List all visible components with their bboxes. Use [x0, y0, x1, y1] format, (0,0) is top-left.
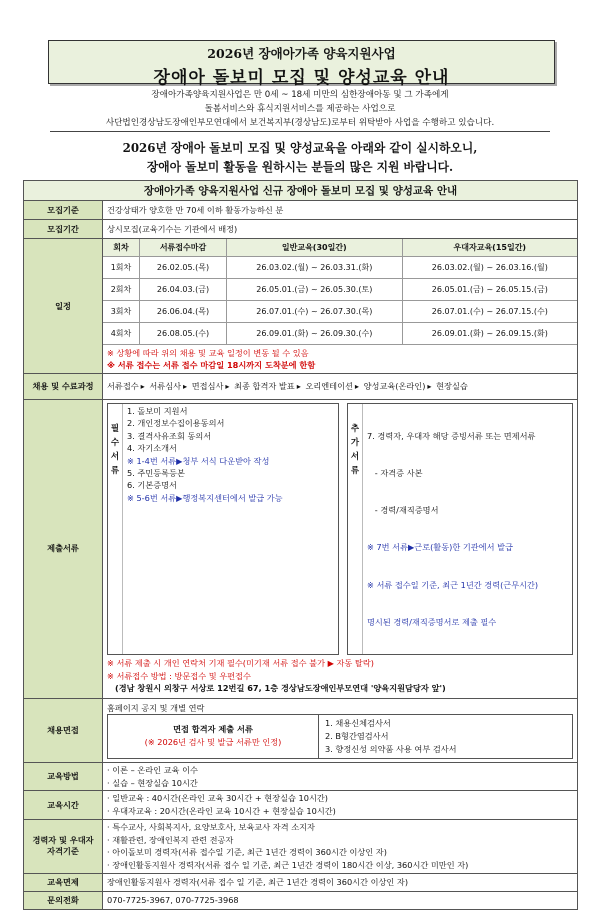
- process-step: 서류접수: [107, 381, 139, 391]
- side-char: 류: [350, 466, 360, 476]
- recruit-criteria-label: 모집기준: [24, 201, 103, 220]
- documents-boxes: [107, 403, 573, 655]
- interview-doc-item: 3. 향정신성 의약품 사용 여부 검사서: [325, 744, 457, 755]
- recruit-period-label: 모집기간: [24, 220, 103, 239]
- intro-text: [20, 88, 580, 130]
- schedule-cell-preferred: 26.03.02.(월) ~ 26.03.16.(월): [402, 257, 577, 279]
- recruit-criteria-value: 건강상태가 양호한 만 70세 이하 활동가능하신 분: [103, 201, 578, 220]
- extra-docs-box: [347, 403, 573, 655]
- documents-label: 제출서류: [24, 400, 103, 699]
- appeal-text: [20, 139, 580, 177]
- doc-note: ※ 5-6번 서류▶행정복지센터에서 발급 가능: [127, 492, 283, 503]
- schedule-cell-round: 2회차: [103, 279, 140, 301]
- submit-address: (경남 창원시 의창구 서상로 12번길 67, 1층 경상남도장애인부모연대 '양육지원담당자 앞'): [115, 683, 446, 694]
- required-docs-list: [123, 404, 338, 654]
- schedule-table: [103, 239, 577, 345]
- schedule-header: 일반교육(30일간): [227, 239, 403, 257]
- schedule-row: [103, 323, 577, 345]
- doc-item: - 경력/재직증명서: [367, 505, 439, 516]
- edu-time-line: · 일반교육 : 40시간(온라인 교육 30시간 + 현장실습 10시간): [107, 793, 328, 804]
- edu-method-line: · 실습 – 현장실습 10시간: [107, 777, 198, 788]
- recruit-period-value: 상시모집(교육기수는 기관에서 배정): [103, 220, 578, 239]
- schedule-cell-deadline: 26.04.03.(금): [140, 279, 227, 301]
- career-line: · 장애인활동지원사 경력자(서류 접수 일 기준, 최근 1년간 경력이 180시간 이상, 360시간 미만인 자): [107, 859, 469, 870]
- extra-docs-list: [363, 404, 572, 654]
- contact-label: 문의전화: [24, 891, 103, 909]
- side-char: 수: [110, 438, 120, 448]
- schedule-notes: [103, 345, 577, 373]
- appeal-line-2: 장애아 돌보미 활동을 원하시는 분들의 많은 지원 바랍니다.: [146, 160, 454, 174]
- side-char: 서: [350, 452, 360, 462]
- doc-item: 6. 기본증명서: [127, 480, 177, 491]
- process-step: 면접심사: [191, 381, 224, 391]
- process-flow: [103, 374, 578, 400]
- process-step: 현장실습: [436, 381, 468, 391]
- divider-top: [50, 131, 550, 132]
- interview-doc-item: 2. B형간염검사서: [325, 731, 389, 742]
- schedule-cell-deadline: 26.08.05.(수): [140, 323, 227, 345]
- schedule-header: 회차: [103, 239, 140, 257]
- schedule-cell: [103, 239, 578, 374]
- arrow-icon: ▸: [140, 381, 145, 391]
- edu-method-label: 교육방법: [24, 763, 103, 791]
- submit-note-1: ※ 서류 제출 시 개인 연락처 기재 필수(미기재 서류 접수 불가 ▶ 자동 탈락): [107, 658, 374, 669]
- career-label-line1: 경력자 및 우대자: [32, 835, 94, 846]
- submit-notes: [107, 657, 573, 695]
- doc-item: - 자격증 사본: [367, 468, 423, 479]
- schedule-row: [103, 301, 577, 323]
- edu-method-line: · 이론 – 온라인 교육 이수: [107, 765, 198, 776]
- schedule-note-1: ※ 상황에 따라 위의 채용 및 교육 일정이 변동 될 수 있음: [107, 348, 309, 358]
- arrow-icon: ▸: [296, 381, 301, 391]
- career-line: · 아이돌보미 경력자(서류 접수일 기준, 최근 1년간 경력이 360시간 이상인 자): [107, 847, 387, 858]
- schedule-row: [103, 257, 577, 279]
- career-line: · 특수교사, 사회복지사, 요양보호사, 보육교사 자격 소지자: [107, 821, 315, 832]
- intro-line-3: 사단법인경상남도장애인부모연대에서 보건복지부(경상남도)로부터 위탁받아 사업을 수행하고 있습니다.: [105, 118, 495, 128]
- process-step: 양성교육(온라인): [363, 381, 426, 391]
- interview-docs-box: [107, 714, 573, 759]
- interview-docs-list: [319, 715, 463, 758]
- required-docs-side-label: [108, 404, 123, 654]
- schedule-cell-preferred: 26.07.01.(수) ~ 26.07.15.(수): [402, 301, 577, 323]
- doc-item: 3. 결격사유조회 동의서: [127, 430, 212, 441]
- side-char: 가: [350, 438, 360, 448]
- intro-line-2: 돌봄서비스와 휴식지원서비스를 제공하는 사업으로: [204, 104, 396, 114]
- table-title: 장애아가족 양육지원사업 신규 장애아 돌보미 모집 및 양성교육 안내: [24, 181, 578, 201]
- schedule-header: 우대자교육(15일간): [402, 239, 577, 257]
- doc-item: 4. 자기소개서: [127, 443, 177, 454]
- title-line2: 장애아 돌보미 모집 및 양성교육 안내: [153, 68, 450, 88]
- schedule-cell-preferred: 26.09.01.(화) ~ 26.09.15.(화): [402, 323, 577, 345]
- title-line1: 2026년 장애아가족 양육지원사업: [207, 46, 396, 61]
- title-banner: [48, 40, 555, 88]
- exemption-value: 장애인활동지원사 경력자(서류 접수 일 기준, 최근 1년간 경력이 360시간 이상인 자): [103, 873, 578, 891]
- career-line: · 재활관련, 장애인복지 관련 전공자: [107, 834, 234, 845]
- side-char: 추: [350, 424, 360, 434]
- interview-box-sub: (※ 2026년 검사 및 발급 서류만 인정): [144, 737, 282, 748]
- schedule-cell-general: 26.09.01.(화) ~ 26.09.30.(수): [227, 323, 403, 345]
- doc-item: 2. 개인정보수집이용동의서: [127, 418, 225, 429]
- interview-cell: [103, 698, 578, 763]
- arrow-icon: ▸: [183, 381, 188, 391]
- schedule-cell-round: 3회차: [103, 301, 140, 323]
- schedule-cell-deadline: 26.02.05.(목): [140, 257, 227, 279]
- interview-notice: 홈페이지 공지 및 개별 연락: [107, 702, 205, 713]
- extra-docs-side-label: [348, 404, 363, 654]
- info-table: [23, 180, 578, 910]
- doc-note: ※ 1-4번 서류▶청부 서식 다운받아 작성: [127, 455, 270, 466]
- doc-note: ※ 7번 서류▶근로(활동)한 기관에서 발급: [367, 542, 513, 553]
- interview-box-title: 면접 합격자 제출 서류: [173, 724, 253, 735]
- schedule-label: 일정: [24, 239, 103, 374]
- schedule-note-2: ※ 서류 접수는 서류 접수 마감일 18시까지 도착분에 한함: [107, 360, 316, 370]
- interview-label: 채용면접: [24, 698, 103, 763]
- doc-item: 7. 경력자, 우대자 해당 증빙서류 또는 면제서류: [367, 430, 536, 441]
- doc-note: ※ 서류 접수일 기준, 최근 1년간 경력(근무시간): [367, 579, 539, 590]
- schedule-cell-deadline: 26.06.04.(목): [140, 301, 227, 323]
- arrow-icon: ▸: [354, 381, 360, 391]
- doc-item: 1. 돌보미 지원서: [127, 406, 188, 416]
- submit-note-2: ※ 서류접수 방법 : 방문접수 및 우편접수: [107, 670, 251, 681]
- contact-value: 070-7725-3967, 070-7725-3968: [103, 891, 578, 909]
- career-cell: [103, 819, 578, 873]
- edu-time-cell: [103, 791, 578, 819]
- schedule-header-row: [103, 239, 577, 257]
- required-docs-box: [107, 403, 339, 655]
- interview-doc-item: 1. 채용신체검사서: [325, 718, 391, 729]
- side-char: 필: [110, 424, 120, 434]
- intro-line-1: 장애아가족양육지원사업은 만 0세 ~ 18세 미만의 심한장애아동 및 그 가족에게: [151, 90, 449, 100]
- arrow-icon: ▸: [225, 381, 230, 391]
- schedule-header: 서류접수마감: [140, 239, 227, 257]
- process-step: 서류심사: [149, 381, 182, 391]
- edu-method-cell: [103, 763, 578, 791]
- schedule-cell-preferred: 26.05.01.(금) ~ 26.05.15.(금): [402, 279, 577, 301]
- edu-time-line: · 우대자교육 : 20시간(온라인 교육 10시간 + 현장실습 10시간): [107, 806, 336, 816]
- side-char: 서: [110, 452, 120, 462]
- career-label: [24, 819, 103, 873]
- schedule-row: [103, 279, 577, 301]
- schedule-cell-round: 4회차: [103, 323, 140, 345]
- exemption-label: 교육면제: [24, 873, 103, 891]
- documents-cell: [103, 400, 578, 699]
- process-label: 채용 및 수료과정: [24, 374, 103, 400]
- interview-box-heading: [108, 715, 319, 758]
- appeal-line-1: 2026년 장애아 돌보미 모집 및 양성교육을 아래와 같이 실시하오니,: [122, 141, 478, 155]
- side-char: 류: [110, 466, 120, 476]
- career-label-line2: 자격기준: [47, 846, 79, 857]
- process-step: 최종 합격자 발표: [234, 381, 295, 391]
- doc-note: 명시된 경력/재직증명서로 제출 필수: [367, 616, 497, 627]
- process-step: 오리엔테이션: [305, 381, 353, 391]
- schedule-cell-general: 26.07.01.(수) ~ 26.07.30.(목): [227, 301, 403, 323]
- arrow-icon: ▸: [427, 381, 432, 391]
- schedule-cell-round: 1회차: [103, 257, 140, 279]
- edu-time-label: 교육시간: [24, 791, 103, 819]
- schedule-cell-general: 26.05.01.(금) ~ 26.05.30.(토): [227, 279, 403, 301]
- doc-item: 5. 주민등록등본: [127, 468, 185, 479]
- schedule-cell-general: 26.03.02.(월) ~ 26.03.31.(화): [227, 257, 403, 279]
